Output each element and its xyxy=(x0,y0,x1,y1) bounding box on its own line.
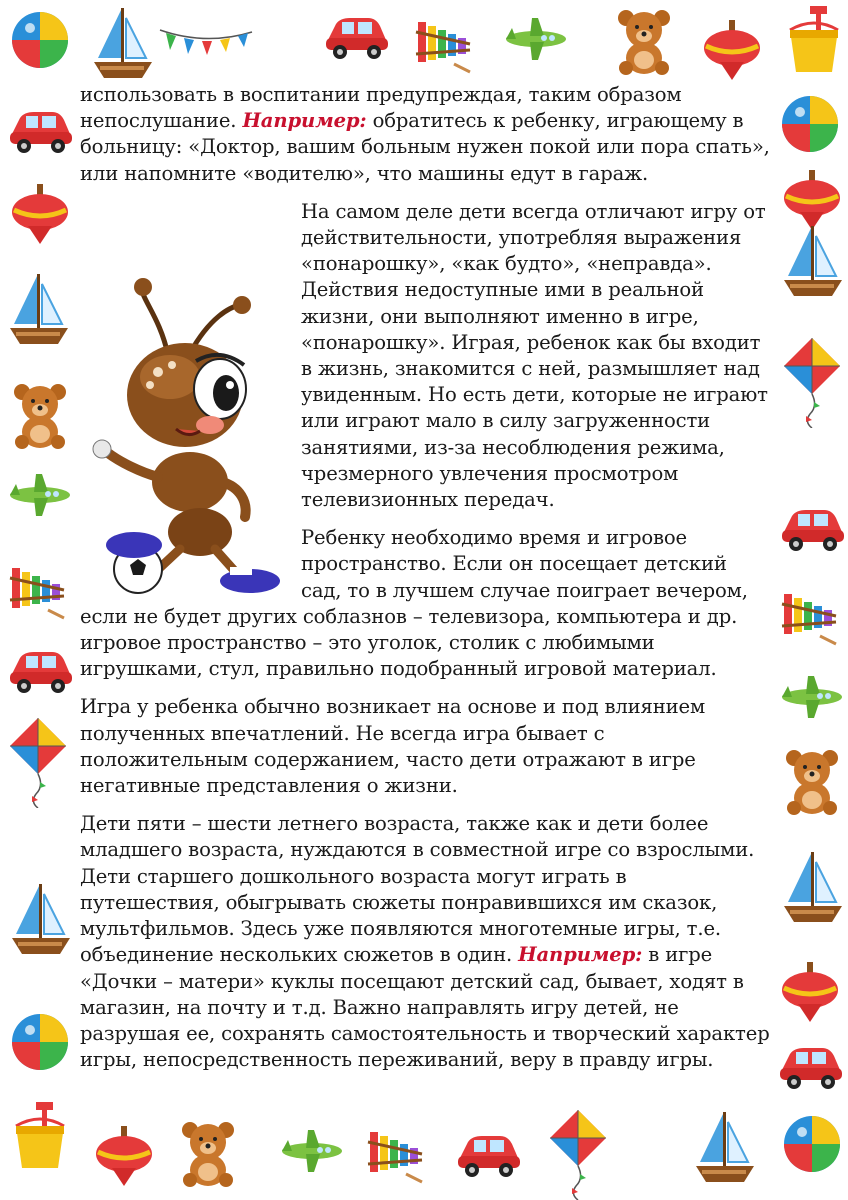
xylophone-icon xyxy=(366,1124,426,1184)
car-icon xyxy=(6,644,76,694)
top-icon xyxy=(778,960,842,1024)
paragraph-text-run: использовать в воспитании предупреждая, таким образом непослушание. xyxy=(80,83,682,133)
bear-icon xyxy=(780,746,844,816)
sailboat-icon xyxy=(8,270,70,350)
paragraph-text-run: Дети пяти – шести летнего возраста, также как и дети более младшего возраста, нуждаются в совместной игре со взрослыми. Дети старшего дошкольного возраста могут играть в путешествия, обыгрывать сюжеты понравившихся им сказок, мультфильмов. Здесь уже появляются многотемные игры, т.е. объединение нескольких сюжетов в один. xyxy=(80,812,755,967)
plane-icon xyxy=(500,14,572,64)
xylophone-icon xyxy=(414,14,474,74)
car-icon xyxy=(778,502,848,552)
top-icon xyxy=(92,1124,156,1188)
sailboat-icon xyxy=(10,880,72,960)
top-icon xyxy=(700,18,764,82)
bunting-icon xyxy=(158,24,254,64)
bear-icon xyxy=(612,6,676,76)
paragraph-5 xyxy=(80,811,770,1073)
bucket-icon xyxy=(8,1100,72,1172)
bear-icon xyxy=(8,380,72,450)
plane-icon xyxy=(4,470,76,520)
article-body xyxy=(80,82,770,1085)
bear-icon xyxy=(176,1118,240,1188)
ant-illustration xyxy=(80,277,295,595)
paragraph-1 xyxy=(80,82,770,187)
car-icon xyxy=(6,104,76,154)
paragraph-2-intro xyxy=(80,199,770,513)
ball-icon xyxy=(8,8,72,72)
bucket-icon xyxy=(782,4,846,76)
car-icon xyxy=(454,1128,524,1178)
example-label: Например: xyxy=(242,109,367,133)
example-label: Например: xyxy=(518,943,643,967)
paragraph-text-run: Игра у ребенка обычно возникает на основе и под влиянием полученных впечатлений. Не всегда игра бывает с положительным содержанием, часто дети отражают в игре негативные представления о жизни. xyxy=(80,695,706,798)
kite-icon xyxy=(780,336,844,428)
sailboat-icon xyxy=(92,4,154,84)
kite-icon xyxy=(546,1108,610,1200)
paragraph-text-run: Ребенку необходимо время и игровое пространство. Если он посещает детский сад, то в лучшем случае поиграет вечером, если не будет других соблазнов – телевизора, компьютера и др. игровое пространство – это уголок, столик с любимыми игрушками, стул, правильно подобранный игровой материал. xyxy=(80,526,748,681)
xylophone-icon xyxy=(8,560,68,620)
paragraph-text-run: в игре «Дочки – матери» куклы посещают детский сад, бывает, ходят в магазин, на почту и т.д. Важно направлять игру детей, не разрушая ее, сохранять самостоятельность и творческий характер игры, непосредственность переживаний, веру в правду игры. xyxy=(80,943,770,1072)
car-icon xyxy=(776,1040,846,1090)
paragraph-text-run: Действия недоступные ими в реальной жизни, они выполняют именно в игре, «понарошку». Играя, ребенок как бы входит в жизнь, знакомится с ней, размышляет над увиденным. Но есть дети, которые не играют или играют мало в силу загруженности занятиями, из-за несоблюдения режима, чрезмерного увлечения просмотром телевизионных передач. xyxy=(301,278,768,512)
xylophone-icon xyxy=(780,586,840,646)
kite-icon xyxy=(6,716,70,808)
top-icon xyxy=(8,182,72,246)
sailboat-icon xyxy=(694,1108,756,1188)
paragraph-text-run: обратитесь к ребенку, играющему в больницу: «Доктор, вашим больным нужен покой или пора спать», или напомните «водителю», что машины едут в гараж. xyxy=(80,109,770,185)
sailboat-icon xyxy=(782,848,844,928)
paragraph-text-run: На самом деле дети всегда отличают игру от действительности, употребляя выражения «понарошку», «как будто», «неправда». xyxy=(301,199,766,276)
ball-icon xyxy=(780,1112,844,1176)
sailboat-icon xyxy=(782,222,844,302)
plane-icon xyxy=(276,1126,348,1176)
plane-icon xyxy=(776,672,848,722)
paragraph-4 xyxy=(80,694,770,799)
ball-icon xyxy=(8,1010,72,1074)
ball-icon xyxy=(778,92,842,156)
car-icon xyxy=(322,10,392,60)
